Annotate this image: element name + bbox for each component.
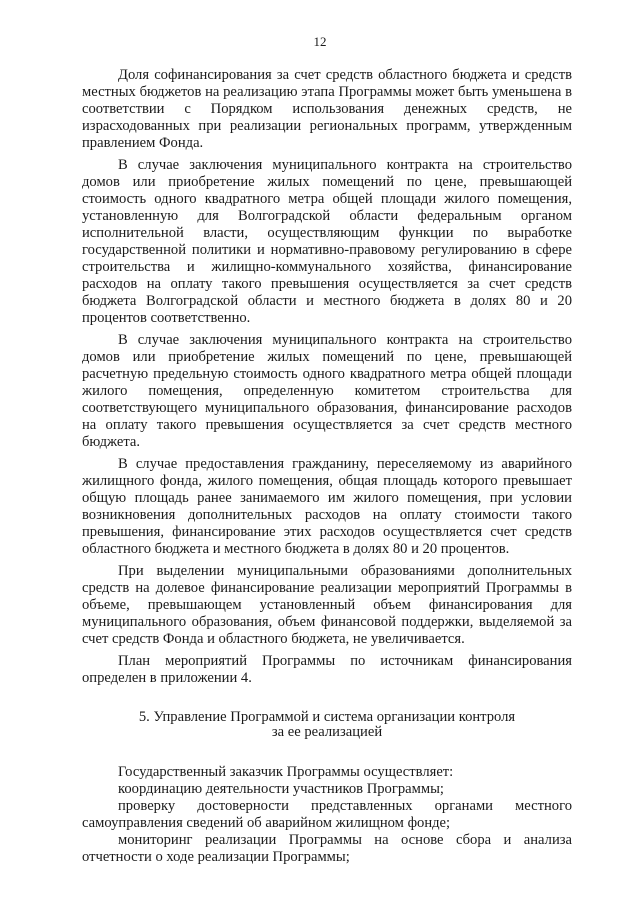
paragraph-contract-estimated-price: В случае заключения муниципального контракта на строительство домов или приобретение жилых помещений по цене, превышающей расчетную предельную стоимость одного квадратного метра общей площади жилого помещения, определенную комитетом строительства для соответствующего муниципального образования, финансирование расходов на оплату такого превышения осуществляется за счет средств местного бюджета. [82,332,572,450]
paragraph-additional-funds: При выделении муниципальными образованиями дополнительных средств на долевое финансирование реализации мероприятий Программы в объеме, превышающем установленный объем финансирования для муниципального образования, объем финансовой поддержки, выделяемой за счет средств Фонда и областного бюджета, не увеличивается. [82,563,572,647]
page-number: 12 [313,34,327,49]
section-heading [82,710,572,740]
paragraph-coordination: координацию деятельности участников Программы; [118,781,444,797]
section-heading-line2: за ее реализацией [271,724,383,740]
section-heading-line1: 5. Управление Программой и система организации контроля [138,709,516,725]
paragraph-cofinancing: Доля софинансирования за счет средств областного бюджета и средств местных бюджетов на реализацию этапа Программы может быть уменьшена в соответствии с Порядком использования денежных средств, не израсходованных при реализации региональных программ, утвержденным правлением Фонда. [82,67,572,151]
paragraph-larger-housing: В случае предоставления гражданину, переселяемому из аварийного жилищного фонда, жилого помещения, общая площадь которого превышает общую площадь ранее занимаемого им жилого помещения, при условии возникновения дополнительных расходов на оплату стоимости такого превышения, финансирование этих расходов осуществляется счет средств областного бюджета и местного бюджета в долях 80 и 20 процентов. [82,456,572,557]
paragraph-monitoring: мониторинг реализации Программы на основе сбора и анализа отчетности о ходе реализации Программы; [82,832,572,865]
paragraph-customer-duties: Государственный заказчик Программы осуществляет: [118,764,454,780]
paragraph-verification: проверку достоверности представленных органами местного самоуправления сведений об аварийном жилищном фонде; [82,798,572,831]
document-body [82,67,572,866]
paragraph-contract-federal-price: В случае заключения муниципального контракта на строительство домов или приобретение жилых помещений по цене, превышающей стоимость одного квадратного метра общей площади жилого помещения, установленную для Волгоградской области федеральным органом исполнительной власти, осуществляющим функции по выработке государственной политики и нормативно-правовому регулированию в сфере строительства и жилищно-коммунального хозяйства, финансирование расходов на оплату такого превышения осуществляется за счет средств бюджета Волгоградской области и местного бюджета в долях 80 и 20 процентов соответственно. [82,157,572,326]
paragraph-activity-plan: План мероприятий Программы по источникам финансирования определен в приложении 4. [82,653,572,686]
